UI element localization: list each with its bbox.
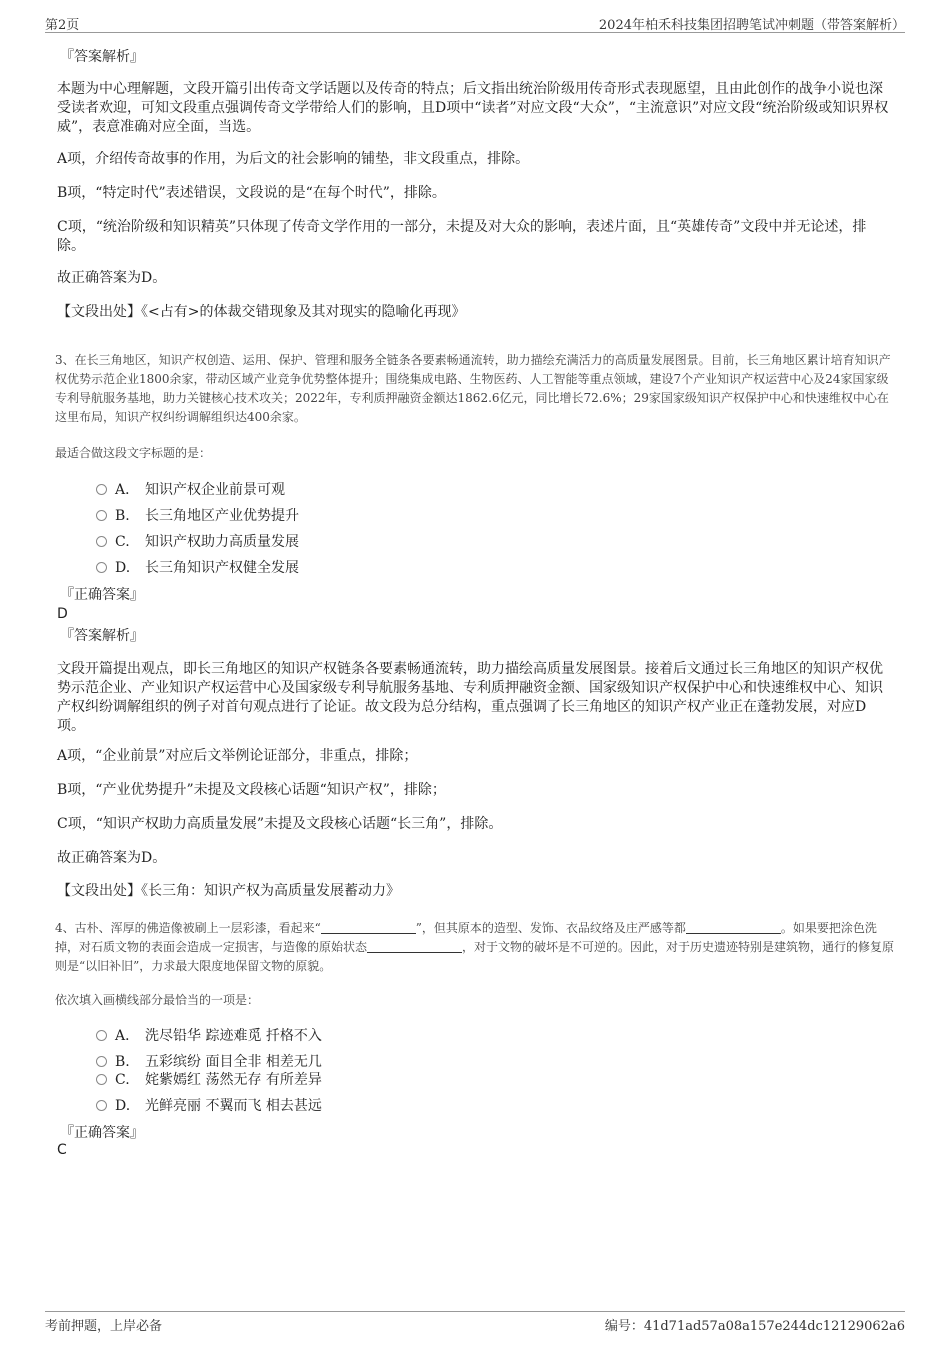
q3-analysis-label: 『答案解析』 [60, 628, 144, 644]
q3-source: 【文段出处】《长三角：知识产权为高质量发展蓄动力》 [57, 883, 400, 899]
fill-blank-3 [367, 940, 462, 953]
radio-icon[interactable] [96, 536, 107, 547]
q4-prompt: 依次填入画横线部分最恰当的一项是： [55, 993, 260, 1007]
radio-icon[interactable] [96, 1074, 107, 1085]
radio-icon[interactable] [96, 1056, 107, 1067]
q2-analysis-option-b: B项，“特定时代”表述错误，文段说的是“在每个时代”，排除。 [57, 185, 446, 201]
q3-option-a[interactable]: A． 知识产权企业前景可观 [96, 481, 285, 499]
radio-icon[interactable] [96, 510, 107, 521]
q4-option-c[interactable]: C. 姹紫嫣红 荡然无存 有所差异 [96, 1071, 322, 1089]
q3-correct-answer: D [57, 606, 68, 622]
fill-blank-2 [686, 921, 781, 934]
page-header [45, 14, 905, 33]
q4-correct-answer: C [57, 1142, 67, 1158]
radio-icon[interactable] [96, 562, 107, 573]
q3-option-d[interactable]: D. 长三角知识产权健全发展 [96, 559, 299, 577]
q3-analysis-paragraph: 文段开篇提出观点，即长三角地区的知识产权链条各要素畅通流转，助力描绘高质量发展图景。接着后文通过长三角地区的知识产权优势示范企业、产业知识产权运营中心及国家级专利导航服务基地、专利质押融资金额、国家级知识产权保护中心和快速维权中心、知识产权纠纷调解组织的例子对首句观点进行了论证。故文段为总分结构，重点强调了长三角地区的知识产权产业正在蓬勃发展，对应D项。 [57, 661, 883, 734]
q2-analysis-option-c: C项，“统治阶级和知识精英”只体现了传奇文学作用的一部分，未提及对大众的影响，表述片面，且“英雄传奇”文段中并无论述，排除。 [57, 219, 867, 254]
radio-icon[interactable] [96, 484, 107, 495]
page-footer [45, 1311, 905, 1335]
q3-analysis-option-c: C项，“知识产权助力高质量发展”未提及文段核心话题“长三角”，排除。 [57, 816, 503, 832]
q3-stem: 3、在长三角地区，知识产权创造、运用、保护、管理和服务全链条各要素畅通流转，助力描绘充满活力的高质量发展图景。目前，长三角地区累计培育知识产权优势示范企业1800余家，带动区域产业竞争优势整体提升；围绕集成电路、生物医药、人工智能等重点领域，建设7个产业知识产权运营中心及24家国家级专利导航服务基地，助力关键核心技术攻关；2022年，专利质押融资金额达1862.6亿元，同比增长72.6%；29家国家级知识产权保护中心和快速维权中心在这里布局，知识产权纠纷调解组织达400余家。 [55, 353, 891, 424]
q2-analysis-label: 『答案解析』 [60, 49, 144, 65]
page-number: 第2页 [45, 18, 80, 33]
document-id: 编号：41d71ad57a08a157e244dc12129062a6 [604, 1319, 905, 1334]
q3-option-b[interactable]: B. 长三角地区产业优势提升 [96, 507, 299, 525]
q2-analysis-paragraph: 本题为中心理解题，文段开篇引出传奇文学话题以及传奇的特点；后文指出统治阶级用传奇形式表现愿望，且由此创作的战争小说也深受读者欢迎，可知文段重点强调传奇文学带给人们的影响，且D项中“读者”对应文段“大众”，“主流意识”对应文段“统治阶级或知识界权威”，表意准确对应全面，当选。 [57, 81, 889, 135]
fill-blank-1 [321, 921, 416, 934]
document-title: 2024年柏禾科技集团招聘笔试冲刺题（带答案解析） [598, 18, 905, 33]
q3-analysis-option-b: B项，“产业优势提升”未提及文段核心话题“知识产权”，排除； [57, 782, 446, 798]
q3-correct-label: 『正确答案』 [60, 587, 144, 603]
q4-option-d[interactable]: D. 光鲜亮丽 不翼而飞 相去甚远 [96, 1097, 322, 1115]
q4-option-b[interactable]: B. 五彩缤纷 面目全非 相差无几 [96, 1053, 322, 1071]
radio-icon[interactable] [96, 1100, 107, 1111]
q3-conclusion: 故正确答案为D。 [57, 850, 167, 866]
radio-icon[interactable] [96, 1030, 107, 1041]
q3-option-c[interactable]: C. 知识产权助力高质量发展 [96, 533, 299, 551]
q3-analysis-option-a: A项，“企业前景”对应后文举例论证部分，非重点，排除； [57, 748, 418, 764]
q4-stem: 4、古朴、浑厚的佛造像被刷上一层彩漆，看起来“ ”，但其原本的造型、发饰、衣品纹络及庄严感等都 。如果要把涂色洗掉，对石质文物的表面会造成一定损害，与造像的原始状态 ，对于文物的破坏是不可逆的。因此，对于历史遗迹特别是建筑物，通行的修复原则是“以旧补旧”，力求最大限度地保留文物的原貌。 [55, 921, 895, 973]
q2-conclusion: 故正确答案为D。 [57, 270, 167, 286]
q4-correct-label: 『正确答案』 [60, 1125, 144, 1141]
q4-option-a[interactable]: A． 洗尽铅华 踪迹难觅 扦格不入 [96, 1027, 322, 1045]
q2-analysis-option-a: A项，介绍传奇故事的作用，为后文的社会影响的铺垫，非文段重点，排除。 [57, 151, 530, 167]
q3-prompt: 最适合做这段文字标题的是： [55, 446, 212, 460]
q2-source: 【文段出处】《<占有>的体裁交错现象及其对现实的隐喻化再现》 [57, 304, 466, 320]
footer-slogan: 考前押题，上岸必备 [45, 1319, 163, 1334]
